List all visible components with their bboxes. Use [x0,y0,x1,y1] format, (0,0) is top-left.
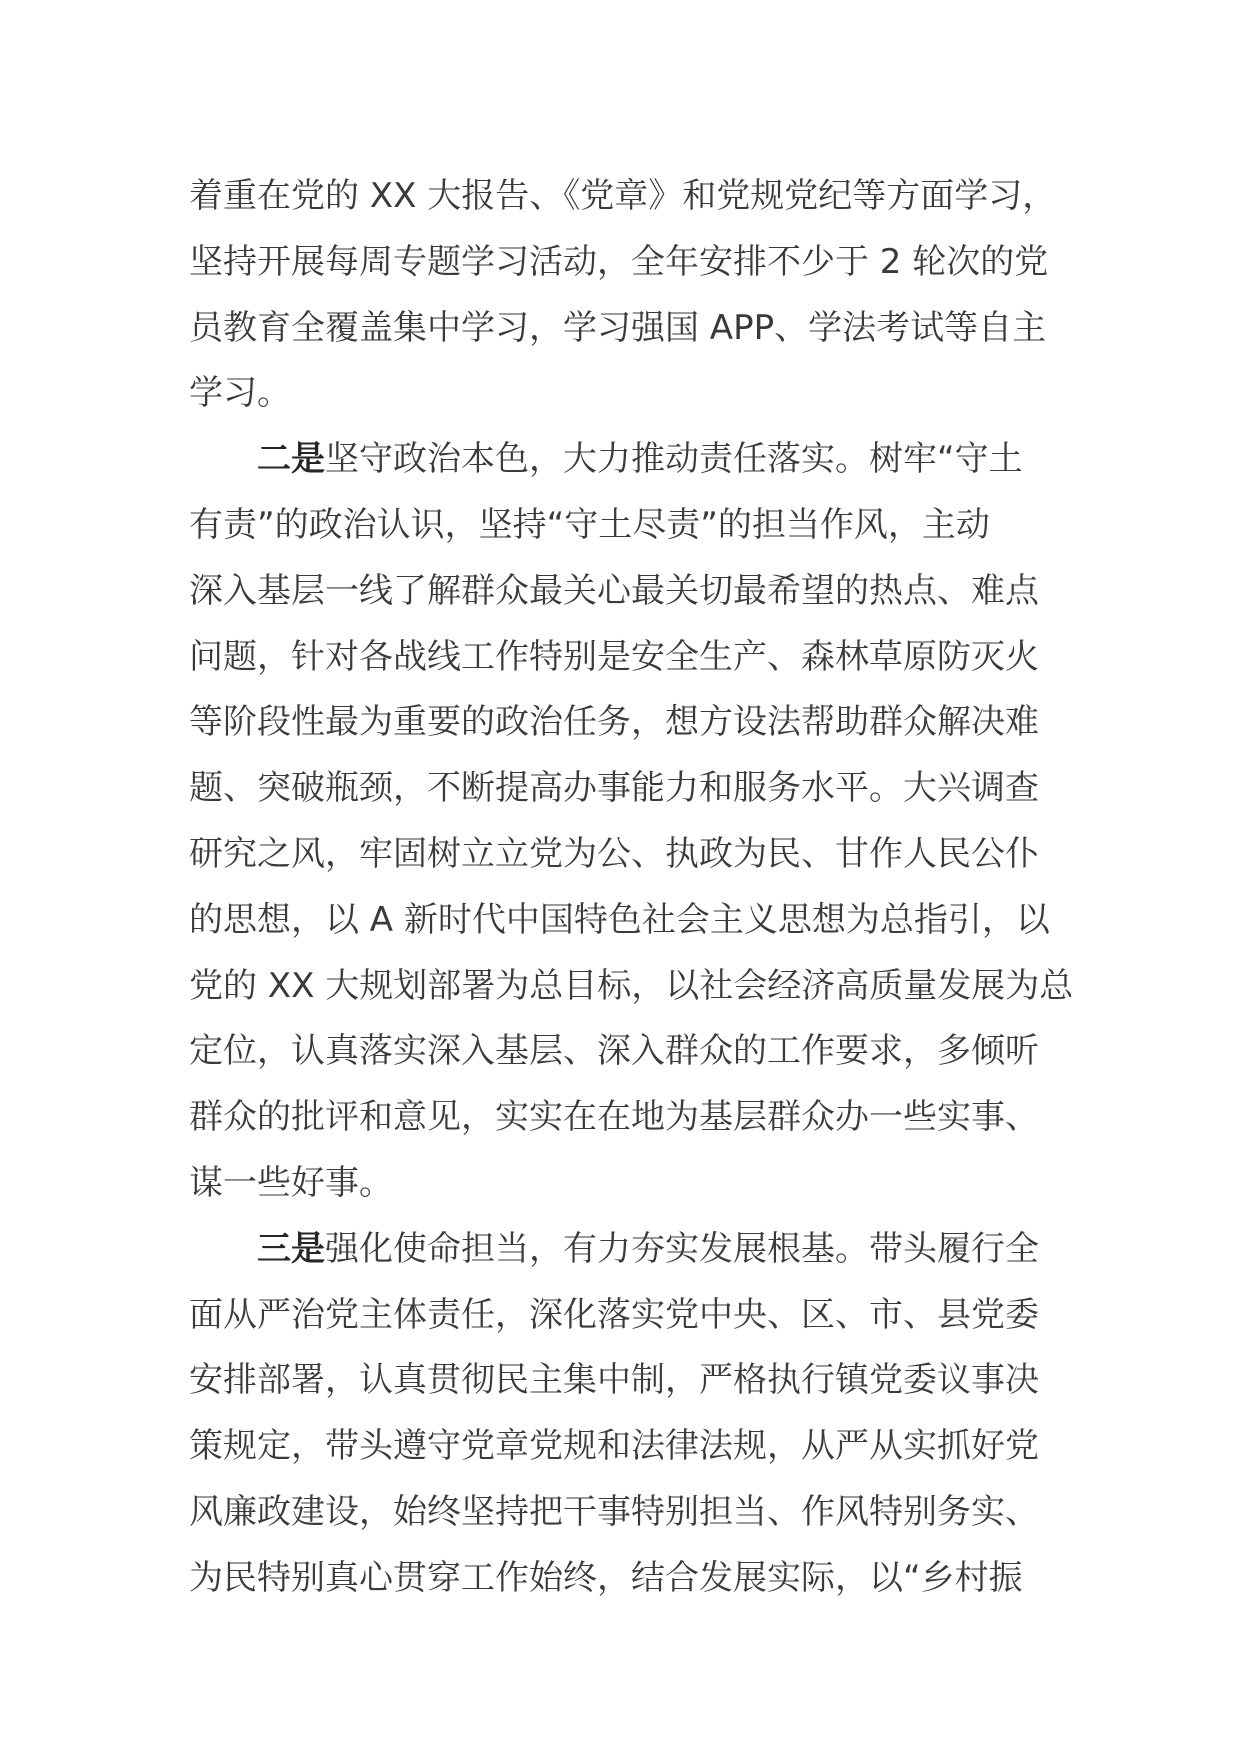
text-line: 学习。 [189,373,291,414]
text-line: 党的 XX 大规划部署为总目标，以社会经济高质量发展为总 [189,965,1074,1006]
text-line: 群众的批评和意见，实实在在地为基层群众办一些实事、 [189,1097,1039,1138]
text-line: 的思想，以 A 新时代中国特色社会主义思想为总指引，以 [189,899,1050,940]
text-line: 坚持开展每周专题学习活动，全年安排不少于 2 轮次的党 [189,241,1049,282]
text-line: 安排部署，认真贯彻民主集中制，严格执行镇党委议事决 [189,1360,1039,1401]
text-line: 面从严治党主体责任，深化落实党中央、区、市、县党委 [189,1294,1039,1335]
text-line: 员教育全覆盖集中学习，学习强国 APP、学法考试等自主 [189,307,1047,348]
text-line: 等阶段性最为重要的政治任务，想方设法帮助群众解决难 [189,702,1039,743]
paragraph-political-responsibility [189,427,1074,1217]
text-line: 策规定，带头遵守党章党规和法律法规，从严从实抓好党 [189,1426,1039,1467]
text-line: 有责”的政治认识，坚持“守土尽责”的担当作风，主动 [189,504,990,545]
paragraph-lead: 三是 [257,1228,325,1269]
text-line: 研究之风，牢固树立立党为公、执政为民、甘作人民公仆 [189,833,1039,874]
text-line: 风廉政建设，始终坚持把干事特别担当、作风特别务实、 [189,1491,1039,1532]
text-line: 题、突破瓶颈，不断提高办事能力和服务水平。大兴调查 [189,768,1039,809]
text-fragment: 坚守政治本色，大力推动责任落实。树牢“守土 [325,439,1023,480]
text-line: 谋一些好事。 [189,1162,393,1203]
text-line [189,1217,1049,1283]
paragraph-study-focus [189,164,1057,427]
paragraph-mission-development [189,1217,1049,1612]
paragraph-lead: 二是 [257,439,325,480]
document-body [189,164,1074,1612]
text-line: 着重在党的 XX 大报告、《党章》和党规党纪等方面学习， [189,176,1057,216]
text-line: 深入基层一线了解群众最关心最关切最希望的热点、难点 [189,570,1039,611]
text-line: 为民特别真心贯穿工作始终，结合发展实际，以“乡村振 [189,1557,1023,1598]
text-line [189,427,1049,493]
text-line: 定位，认真落实深入基层、深入群众的工作要求，多倾听 [189,1031,1039,1072]
text-fragment: 强化使命担当，有力夯实发展根基。带头履行全 [325,1228,1039,1269]
text-line: 问题，针对各战线工作特别是安全生产、森林草原防灭火 [189,636,1039,677]
